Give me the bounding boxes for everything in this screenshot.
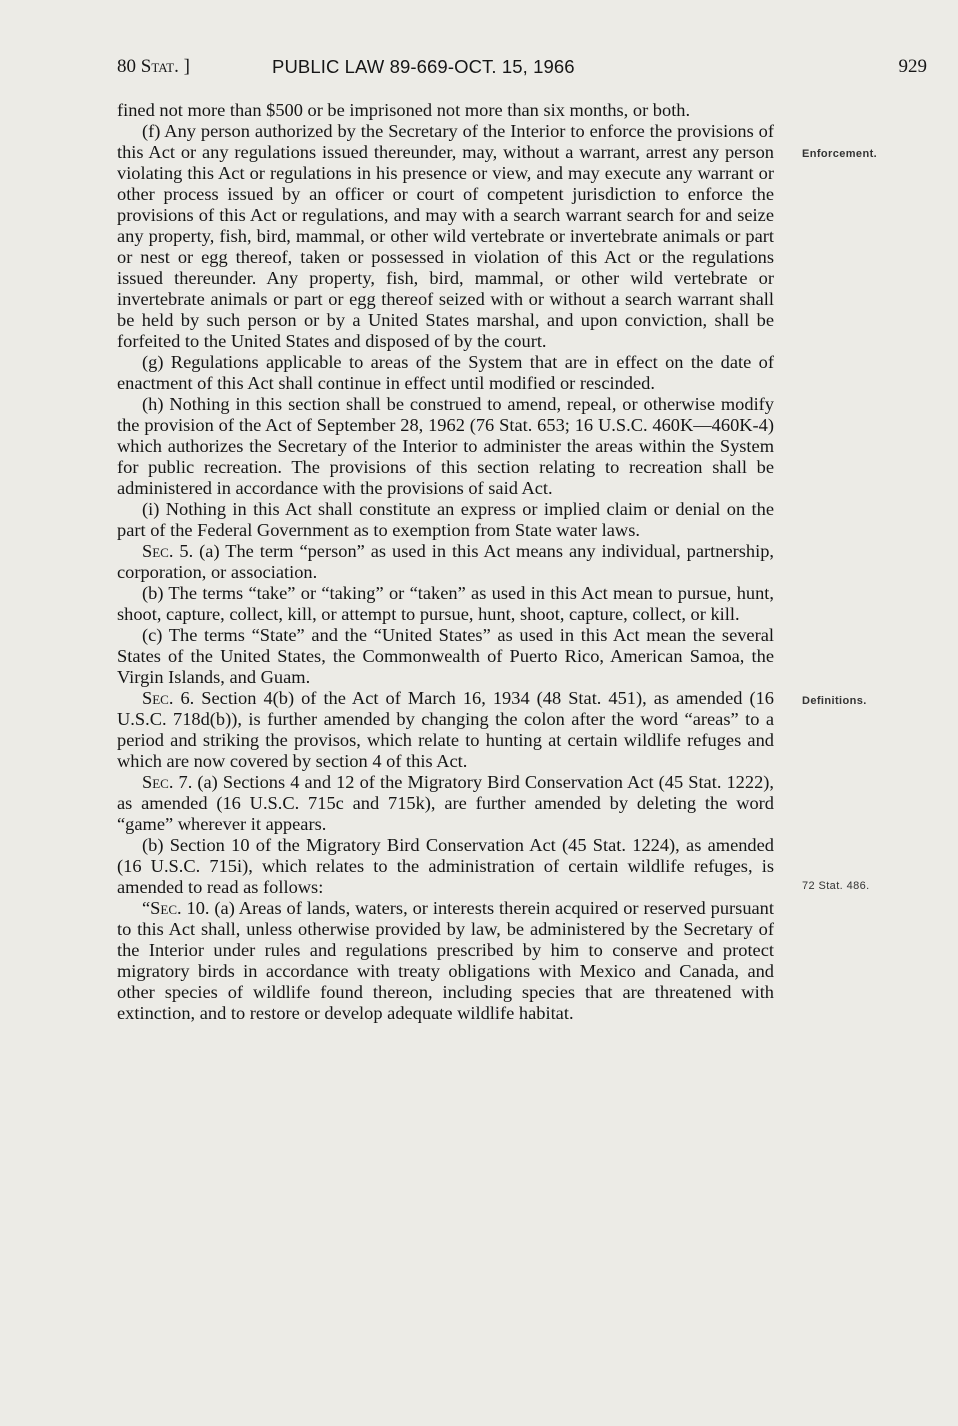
section-label: Sec. xyxy=(142,688,174,708)
header-title: PUBLIC LAW 89-669-OCT. 15, 1966 xyxy=(272,56,575,77)
section-text: 10. (a) Areas of lands, waters, or interests therein acquired or reserved pursuant to this Act shall, unless otherwise provided by law, be administered by the Secretary of the Interior under rules and regulations prescribed by him to conserve and protect migratory birds in accordance with treaty obligations with Mexico and Canada, and other species of wildlife found thereon, including species that are threatened with extinction, and to restore or develop adequate wildlife habitat. xyxy=(117,898,774,1023)
margin-note-enforcement: Enforcement. xyxy=(802,148,878,160)
header-bracket: ] xyxy=(178,56,190,77)
paragraph-g-regulations: (g) Regulations applicable to areas of the System that are in effect on the date of enactment of this Act shall continue in effect until modified or rescinded. xyxy=(117,352,774,393)
paragraph-sec-6 xyxy=(117,688,774,772)
section-label: Sec. xyxy=(142,772,174,792)
section-text: 6. Section 4(b) of the Act of March 16, 1934 (48 Stat. 451), as amended (16 U.S.C. 718d(b)), is further amended by changing the colon after the word “areas” to a period and striking the provisos, which relate to hunting at certain wildlife refuges and which are now covered by section 4 of this Act. xyxy=(117,688,774,771)
margin-note-stat-ref: 72 Stat. 486. xyxy=(802,880,870,892)
paragraph-sec-7-b: (b) Section 10 of the Migratory Bird Conservation Act (45 Stat. 1224), as amended (16 U.S.C. 715i), which relates to the administration of certain wildlife refuges, is amended to read as follows: xyxy=(117,835,774,897)
header-stat-word: Stat. xyxy=(140,56,179,77)
paragraph-h-recreation: (h) Nothing in this section shall be construed to amend, repeal, or otherwise modify the provision of the Act of September 28, 1962 (76 Stat. 653; 16 U.S.C. 460K—460K-4) which authorizes the Secretary of the Interior to administer the areas within the System for public recreation. The provisions of this section relating to recreation shall be administered in accordance with the provisions of said Act. xyxy=(117,394,774,498)
header-stat-reference xyxy=(117,56,190,78)
paragraph: fined not more than $500 or be imprisoned not more than six months, or both. xyxy=(117,100,691,120)
margin-note-definitions: Definitions. xyxy=(802,695,867,707)
page-header xyxy=(117,56,927,84)
section-label: Sec. xyxy=(150,898,182,918)
paragraph-sec-10-quote xyxy=(117,898,774,1024)
paragraph-sec-5-c: (c) The terms “State” and the “United States” as used in this Act mean the several States of the United States, the Commonwealth of Puerto Rico, American Samoa, the Virgin Islands, and Guam. xyxy=(117,625,774,687)
body-text xyxy=(117,100,774,1024)
paragraph-i-water-laws: (i) Nothing in this Act shall constitute an express or implied claim or denial on the part of the Federal Government as to exemption from State water laws. xyxy=(117,499,774,540)
paragraph-sec-7 xyxy=(117,772,774,835)
section-label: Sec. xyxy=(142,541,174,561)
open-quote: “ xyxy=(142,898,151,918)
header-stat-volume: 80 xyxy=(117,56,141,77)
paragraph-sec-5-b: (b) The terms “take” or “taking” or “taken” as used in this Act mean to pursue, hunt, shoot, capture, collect, kill, or attempt to pursue, hunt, shoot, capture, collect, or kill. xyxy=(117,583,774,624)
paragraph-sec-5 xyxy=(117,541,774,583)
paragraph-f-enforcement: (f) Any person authorized by the Secretary of the Interior to enforce the provisions of this Act or any regulations issued thereunder, may, without a warrant, arrest any person violating this Act or regulations in his presence or view, and may execute any warrant or other process issued by an officer or court of competent jurisdiction to enforce the provisions of this Act or regulations, and may with a search warrant search for and seize any property, fish, bird, mammal, or other wild vertebrate or invertebrate animals or part or nest or egg thereof, taken or possessed in violation of this Act or the regulations issued thereunder. Any property, fish, bird, mammal, or other wild vertebrate or invertebrate animals or part or egg thereof seized with or without a search warrant shall be held by such person or by a United States marshal, and upon conviction, shall be forfeited to the United States and disposed of by the court. xyxy=(117,121,774,351)
section-text: 5. (a) The term “person” as used in this Act means any individual, partnership, corporation, or association. xyxy=(117,541,774,582)
page-number: 929 xyxy=(898,56,927,77)
section-text: 7. (a) Sections 4 and 12 of the Migratory Bird Conservation Act (45 Stat. 1222), as amended (16 U.S.C. 715c and 715k), are further amended by deleting the word “game” wherever it appears. xyxy=(117,772,774,834)
